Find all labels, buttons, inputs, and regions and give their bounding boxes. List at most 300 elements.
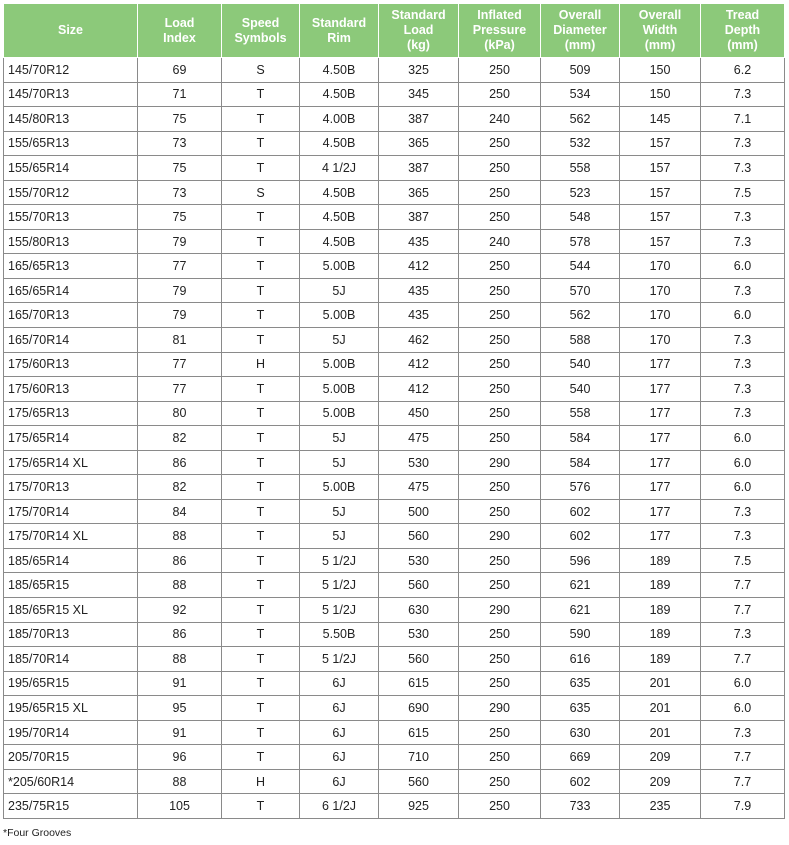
- cell-inflated-pressure: 250: [459, 278, 541, 303]
- cell-overall-width: 145: [620, 107, 701, 132]
- cell-tread-depth: 6.0: [701, 671, 785, 696]
- cell-tread-depth: 7.3: [701, 622, 785, 647]
- cell-standard-load: 630: [379, 598, 459, 623]
- table-row: [4, 303, 785, 328]
- cell-speed-symbols: T: [222, 598, 300, 623]
- cell-tread-depth: 7.3: [701, 156, 785, 181]
- column-header-overall-diameter: [541, 4, 620, 58]
- cell-standard-rim: 4 1/2J: [300, 156, 379, 181]
- cell-overall-diameter: 570: [541, 278, 620, 303]
- cell-overall-diameter: 523: [541, 180, 620, 205]
- cell-inflated-pressure: 250: [459, 548, 541, 573]
- cell-size: 205/70R15: [4, 745, 138, 770]
- table-row: [4, 278, 785, 303]
- column-header-line: Rim: [327, 30, 351, 45]
- cell-overall-diameter: 562: [541, 107, 620, 132]
- cell-standard-load: 500: [379, 499, 459, 524]
- cell-speed-symbols: T: [222, 303, 300, 328]
- cell-standard-rim: 5.00B: [300, 475, 379, 500]
- cell-speed-symbols: T: [222, 548, 300, 573]
- cell-load-index: 88: [138, 573, 222, 598]
- cell-overall-width: 157: [620, 229, 701, 254]
- cell-standard-rim: 5.00B: [300, 401, 379, 426]
- cell-size: 195/65R15 XL: [4, 696, 138, 721]
- cell-overall-diameter: 562: [541, 303, 620, 328]
- cell-load-index: 75: [138, 156, 222, 181]
- cell-overall-diameter: 590: [541, 622, 620, 647]
- cell-standard-rim: 6J: [300, 720, 379, 745]
- cell-standard-load: 412: [379, 377, 459, 402]
- table-row: [4, 598, 785, 623]
- cell-load-index: 75: [138, 205, 222, 230]
- table-row: [4, 401, 785, 426]
- cell-overall-width: 189: [620, 548, 701, 573]
- cell-load-index: 69: [138, 58, 222, 83]
- tire-spec-table: [3, 3, 785, 819]
- cell-speed-symbols: T: [222, 696, 300, 721]
- cell-standard-load: 530: [379, 622, 459, 647]
- cell-speed-symbols: T: [222, 82, 300, 107]
- cell-speed-symbols: T: [222, 328, 300, 353]
- cell-standard-load: 925: [379, 794, 459, 819]
- cell-overall-width: 209: [620, 745, 701, 770]
- cell-standard-load: 615: [379, 720, 459, 745]
- cell-standard-load: 710: [379, 745, 459, 770]
- cell-size: 195/70R14: [4, 720, 138, 745]
- table-header: [4, 4, 785, 58]
- table-row: [4, 524, 785, 549]
- cell-size: 175/60R13: [4, 377, 138, 402]
- cell-speed-symbols: T: [222, 647, 300, 672]
- cell-size: 145/80R13: [4, 107, 138, 132]
- cell-load-index: 82: [138, 426, 222, 451]
- cell-overall-width: 235: [620, 794, 701, 819]
- cell-standard-rim: 4.50B: [300, 205, 379, 230]
- cell-standard-load: 462: [379, 328, 459, 353]
- cell-size: 175/70R14 XL: [4, 524, 138, 549]
- cell-overall-diameter: 635: [541, 671, 620, 696]
- cell-inflated-pressure: 250: [459, 475, 541, 500]
- cell-tread-depth: 7.3: [701, 377, 785, 402]
- table-row: [4, 548, 785, 573]
- cell-overall-diameter: 733: [541, 794, 620, 819]
- cell-tread-depth: 7.7: [701, 573, 785, 598]
- cell-inflated-pressure: 250: [459, 254, 541, 279]
- table-body: [4, 58, 785, 819]
- cell-overall-diameter: 544: [541, 254, 620, 279]
- cell-inflated-pressure: 250: [459, 671, 541, 696]
- cell-standard-rim: 4.00B: [300, 107, 379, 132]
- cell-tread-depth: 7.5: [701, 548, 785, 573]
- cell-overall-diameter: 635: [541, 696, 620, 721]
- cell-standard-rim: 6 1/2J: [300, 794, 379, 819]
- cell-standard-load: 435: [379, 229, 459, 254]
- cell-size: 165/70R14: [4, 328, 138, 353]
- cell-load-index: 77: [138, 352, 222, 377]
- cell-speed-symbols: T: [222, 720, 300, 745]
- cell-speed-symbols: T: [222, 107, 300, 132]
- cell-size: 155/65R14: [4, 156, 138, 181]
- cell-load-index: 79: [138, 278, 222, 303]
- cell-overall-width: 177: [620, 475, 701, 500]
- table-row: [4, 794, 785, 819]
- cell-load-index: 88: [138, 524, 222, 549]
- cell-overall-diameter: 532: [541, 131, 620, 156]
- cell-standard-rim: 6J: [300, 696, 379, 721]
- cell-tread-depth: 6.0: [701, 303, 785, 328]
- table-row: [4, 82, 785, 107]
- cell-inflated-pressure: 250: [459, 328, 541, 353]
- cell-overall-diameter: 616: [541, 647, 620, 672]
- cell-standard-load: 387: [379, 156, 459, 181]
- cell-overall-diameter: 558: [541, 156, 620, 181]
- cell-tread-depth: 6.0: [701, 475, 785, 500]
- cell-load-index: 82: [138, 475, 222, 500]
- cell-load-index: 79: [138, 229, 222, 254]
- cell-tread-depth: 7.7: [701, 745, 785, 770]
- cell-standard-rim: 5.00B: [300, 352, 379, 377]
- cell-speed-symbols: T: [222, 131, 300, 156]
- cell-load-index: 79: [138, 303, 222, 328]
- table-row: [4, 254, 785, 279]
- cell-load-index: 105: [138, 794, 222, 819]
- cell-overall-diameter: 630: [541, 720, 620, 745]
- cell-size: 185/65R15 XL: [4, 598, 138, 623]
- cell-tread-depth: 7.5: [701, 180, 785, 205]
- cell-speed-symbols: S: [222, 58, 300, 83]
- cell-overall-width: 201: [620, 671, 701, 696]
- cell-standard-load: 530: [379, 450, 459, 475]
- cell-standard-rim: 5J: [300, 328, 379, 353]
- column-header-line: Depth: [724, 23, 761, 37]
- cell-standard-load: 450: [379, 401, 459, 426]
- column-header-line: Size: [57, 23, 83, 37]
- cell-inflated-pressure: 250: [459, 573, 541, 598]
- cell-standard-load: 387: [379, 107, 459, 132]
- cell-inflated-pressure: 250: [459, 720, 541, 745]
- table-row: [4, 720, 785, 745]
- cell-load-index: 88: [138, 647, 222, 672]
- cell-tread-depth: 7.1: [701, 107, 785, 132]
- column-header-inflated-pressure: [459, 4, 541, 58]
- cell-standard-rim: 6J: [300, 671, 379, 696]
- cell-size: 175/65R14: [4, 426, 138, 451]
- cell-tread-depth: 7.7: [701, 598, 785, 623]
- cell-overall-width: 150: [620, 82, 701, 107]
- cell-overall-width: 170: [620, 328, 701, 353]
- cell-inflated-pressure: 250: [459, 352, 541, 377]
- cell-overall-diameter: 584: [541, 450, 620, 475]
- cell-speed-symbols: T: [222, 156, 300, 181]
- cell-standard-load: 560: [379, 524, 459, 549]
- cell-inflated-pressure: 250: [459, 745, 541, 770]
- cell-standard-load: 435: [379, 303, 459, 328]
- cell-standard-rim: 4.50B: [300, 180, 379, 205]
- table-row: [4, 426, 785, 451]
- cell-size: *205/60R14: [4, 769, 138, 794]
- cell-inflated-pressure: 290: [459, 598, 541, 623]
- cell-tread-depth: 6.0: [701, 450, 785, 475]
- cell-inflated-pressure: 240: [459, 107, 541, 132]
- cell-size: 165/70R13: [4, 303, 138, 328]
- cell-tread-depth: 7.3: [701, 499, 785, 524]
- cell-standard-rim: 5J: [300, 499, 379, 524]
- cell-load-index: 86: [138, 548, 222, 573]
- footnote: *Four Grooves: [3, 827, 72, 839]
- cell-speed-symbols: T: [222, 499, 300, 524]
- cell-tread-depth: 6.2: [701, 58, 785, 83]
- column-header-standard-rim: [300, 4, 379, 58]
- cell-size: 185/70R13: [4, 622, 138, 647]
- table-row: [4, 745, 785, 770]
- cell-overall-diameter: 558: [541, 401, 620, 426]
- cell-standard-load: 365: [379, 180, 459, 205]
- cell-overall-diameter: 621: [541, 573, 620, 598]
- cell-standard-rim: 5J: [300, 524, 379, 549]
- column-header-line: Width: [642, 23, 678, 37]
- cell-overall-diameter: 669: [541, 745, 620, 770]
- cell-speed-symbols: T: [222, 794, 300, 819]
- cell-overall-diameter: 602: [541, 499, 620, 524]
- cell-overall-width: 177: [620, 450, 701, 475]
- cell-size: 185/65R15: [4, 573, 138, 598]
- cell-size: 175/60R13: [4, 352, 138, 377]
- column-header-line: Standard: [311, 15, 367, 30]
- cell-speed-symbols: S: [222, 180, 300, 205]
- cell-standard-rim: 6J: [300, 769, 379, 794]
- cell-size: 185/70R14: [4, 647, 138, 672]
- cell-load-index: 92: [138, 598, 222, 623]
- cell-speed-symbols: H: [222, 769, 300, 794]
- cell-overall-width: 177: [620, 524, 701, 549]
- cell-overall-width: 170: [620, 254, 701, 279]
- table-row: [4, 107, 785, 132]
- cell-overall-width: 201: [620, 696, 701, 721]
- cell-size: 175/65R13: [4, 401, 138, 426]
- cell-speed-symbols: T: [222, 622, 300, 647]
- cell-speed-symbols: T: [222, 524, 300, 549]
- cell-size: 155/80R13: [4, 229, 138, 254]
- table-row: [4, 622, 785, 647]
- cell-inflated-pressure: 250: [459, 401, 541, 426]
- table-row: [4, 205, 785, 230]
- cell-load-index: 73: [138, 131, 222, 156]
- cell-inflated-pressure: 250: [459, 205, 541, 230]
- table-row: [4, 352, 785, 377]
- cell-tread-depth: 7.3: [701, 401, 785, 426]
- cell-load-index: 96: [138, 745, 222, 770]
- cell-speed-symbols: T: [222, 229, 300, 254]
- cell-tread-depth: 7.3: [701, 82, 785, 107]
- cell-inflated-pressure: 250: [459, 58, 541, 83]
- cell-standard-load: 690: [379, 696, 459, 721]
- cell-inflated-pressure: 250: [459, 82, 541, 107]
- cell-inflated-pressure: 250: [459, 156, 541, 181]
- cell-overall-diameter: 534: [541, 82, 620, 107]
- cell-overall-width: 209: [620, 769, 701, 794]
- cell-size: 145/70R12: [4, 58, 138, 83]
- column-header-line: (mm): [727, 38, 758, 52]
- cell-overall-width: 201: [620, 720, 701, 745]
- cell-inflated-pressure: 250: [459, 180, 541, 205]
- cell-overall-width: 157: [620, 131, 701, 156]
- cell-overall-diameter: 509: [541, 58, 620, 83]
- cell-overall-width: 177: [620, 499, 701, 524]
- cell-overall-diameter: 576: [541, 475, 620, 500]
- cell-tread-depth: 6.0: [701, 426, 785, 451]
- cell-overall-width: 157: [620, 156, 701, 181]
- cell-overall-diameter: 588: [541, 328, 620, 353]
- cell-load-index: 77: [138, 377, 222, 402]
- cell-speed-symbols: T: [222, 205, 300, 230]
- column-header-standard-load: [379, 4, 459, 58]
- cell-standard-rim: 4.50B: [300, 58, 379, 83]
- cell-standard-rim: 5.00B: [300, 254, 379, 279]
- cell-speed-symbols: T: [222, 745, 300, 770]
- cell-inflated-pressure: 250: [459, 794, 541, 819]
- cell-inflated-pressure: 250: [459, 131, 541, 156]
- cell-inflated-pressure: 250: [459, 622, 541, 647]
- column-header-line: Overall: [638, 8, 682, 22]
- column-header-line: Pressure: [472, 23, 527, 37]
- cell-inflated-pressure: 250: [459, 377, 541, 402]
- column-header-line: Overall: [558, 8, 602, 22]
- table-row: [4, 475, 785, 500]
- cell-size: 235/75R15: [4, 794, 138, 819]
- cell-standard-rim: 5.50B: [300, 622, 379, 647]
- cell-load-index: 88: [138, 769, 222, 794]
- cell-standard-load: 365: [379, 131, 459, 156]
- cell-tread-depth: 6.0: [701, 254, 785, 279]
- cell-standard-rim: 5.00B: [300, 377, 379, 402]
- cell-load-index: 86: [138, 450, 222, 475]
- cell-inflated-pressure: 250: [459, 499, 541, 524]
- table-row: [4, 131, 785, 156]
- cell-tread-depth: 7.3: [701, 131, 785, 156]
- cell-overall-width: 150: [620, 58, 701, 83]
- cell-standard-load: 560: [379, 573, 459, 598]
- cell-standard-load: 435: [379, 278, 459, 303]
- column-header-tread-depth: [701, 4, 785, 58]
- cell-standard-load: 475: [379, 426, 459, 451]
- cell-speed-symbols: T: [222, 475, 300, 500]
- cell-speed-symbols: H: [222, 352, 300, 377]
- cell-standard-load: 615: [379, 671, 459, 696]
- table-row: [4, 180, 785, 205]
- cell-load-index: 77: [138, 254, 222, 279]
- cell-standard-load: 560: [379, 647, 459, 672]
- cell-overall-diameter: 584: [541, 426, 620, 451]
- cell-standard-load: 530: [379, 548, 459, 573]
- cell-tread-depth: 7.9: [701, 794, 785, 819]
- cell-overall-width: 177: [620, 401, 701, 426]
- cell-standard-rim: 5 1/2J: [300, 598, 379, 623]
- cell-size: 175/70R13: [4, 475, 138, 500]
- cell-tread-depth: 7.3: [701, 352, 785, 377]
- cell-size: 175/70R14: [4, 499, 138, 524]
- cell-size: 185/65R14: [4, 548, 138, 573]
- cell-standard-rim: 6J: [300, 745, 379, 770]
- cell-inflated-pressure: 250: [459, 769, 541, 794]
- cell-overall-width: 177: [620, 352, 701, 377]
- cell-size: 155/70R13: [4, 205, 138, 230]
- cell-overall-width: 189: [620, 598, 701, 623]
- cell-size: 145/70R13: [4, 82, 138, 107]
- cell-overall-diameter: 596: [541, 548, 620, 573]
- table-row: [4, 696, 785, 721]
- cell-overall-width: 177: [620, 377, 701, 402]
- cell-overall-width: 189: [620, 622, 701, 647]
- cell-standard-load: 560: [379, 769, 459, 794]
- cell-speed-symbols: T: [222, 401, 300, 426]
- column-header-line: Symbols: [234, 30, 287, 45]
- table-row: [4, 229, 785, 254]
- cell-speed-symbols: T: [222, 377, 300, 402]
- cell-tread-depth: 7.3: [701, 278, 785, 303]
- column-header-line: Diameter: [553, 23, 607, 37]
- table-row: [4, 328, 785, 353]
- cell-inflated-pressure: 240: [459, 229, 541, 254]
- cell-tread-depth: 7.3: [701, 229, 785, 254]
- column-header-line: Load: [403, 23, 434, 37]
- cell-inflated-pressure: 290: [459, 524, 541, 549]
- cell-tread-depth: 7.7: [701, 769, 785, 794]
- cell-tread-depth: 7.3: [701, 524, 785, 549]
- cell-standard-rim: 4.50B: [300, 82, 379, 107]
- cell-speed-symbols: T: [222, 278, 300, 303]
- cell-load-index: 73: [138, 180, 222, 205]
- cell-size: 175/65R14 XL: [4, 450, 138, 475]
- cell-standard-load: 345: [379, 82, 459, 107]
- cell-standard-rim: 5J: [300, 450, 379, 475]
- cell-load-index: 91: [138, 720, 222, 745]
- table-row: [4, 156, 785, 181]
- cell-speed-symbols: T: [222, 671, 300, 696]
- cell-overall-diameter: 621: [541, 598, 620, 623]
- cell-standard-rim: 5 1/2J: [300, 548, 379, 573]
- cell-overall-width: 177: [620, 426, 701, 451]
- column-header-speed-symbols: [222, 4, 300, 58]
- cell-inflated-pressure: 250: [459, 426, 541, 451]
- table-row: [4, 647, 785, 672]
- column-header-load-index: [138, 4, 222, 58]
- cell-standard-rim: 4.50B: [300, 131, 379, 156]
- column-header-line: Inflated: [477, 8, 522, 22]
- cell-overall-diameter: 578: [541, 229, 620, 254]
- cell-load-index: 75: [138, 107, 222, 132]
- cell-inflated-pressure: 250: [459, 303, 541, 328]
- cell-size: 165/65R13: [4, 254, 138, 279]
- column-header-line: Standard: [391, 8, 446, 22]
- cell-overall-width: 170: [620, 278, 701, 303]
- cell-standard-rim: 5 1/2J: [300, 573, 379, 598]
- cell-overall-width: 157: [620, 180, 701, 205]
- cell-overall-width: 157: [620, 205, 701, 230]
- column-header-line: (mm): [644, 38, 676, 52]
- cell-speed-symbols: T: [222, 426, 300, 451]
- cell-tread-depth: 7.7: [701, 647, 785, 672]
- table-row: [4, 769, 785, 794]
- cell-overall-diameter: 602: [541, 524, 620, 549]
- cell-standard-load: 325: [379, 58, 459, 83]
- table-row: [4, 671, 785, 696]
- cell-load-index: 86: [138, 622, 222, 647]
- cell-size: 155/70R12: [4, 180, 138, 205]
- column-header-line: Tread: [725, 8, 760, 22]
- cell-standard-rim: 5 1/2J: [300, 647, 379, 672]
- cell-tread-depth: 7.3: [701, 205, 785, 230]
- cell-tread-depth: 7.3: [701, 720, 785, 745]
